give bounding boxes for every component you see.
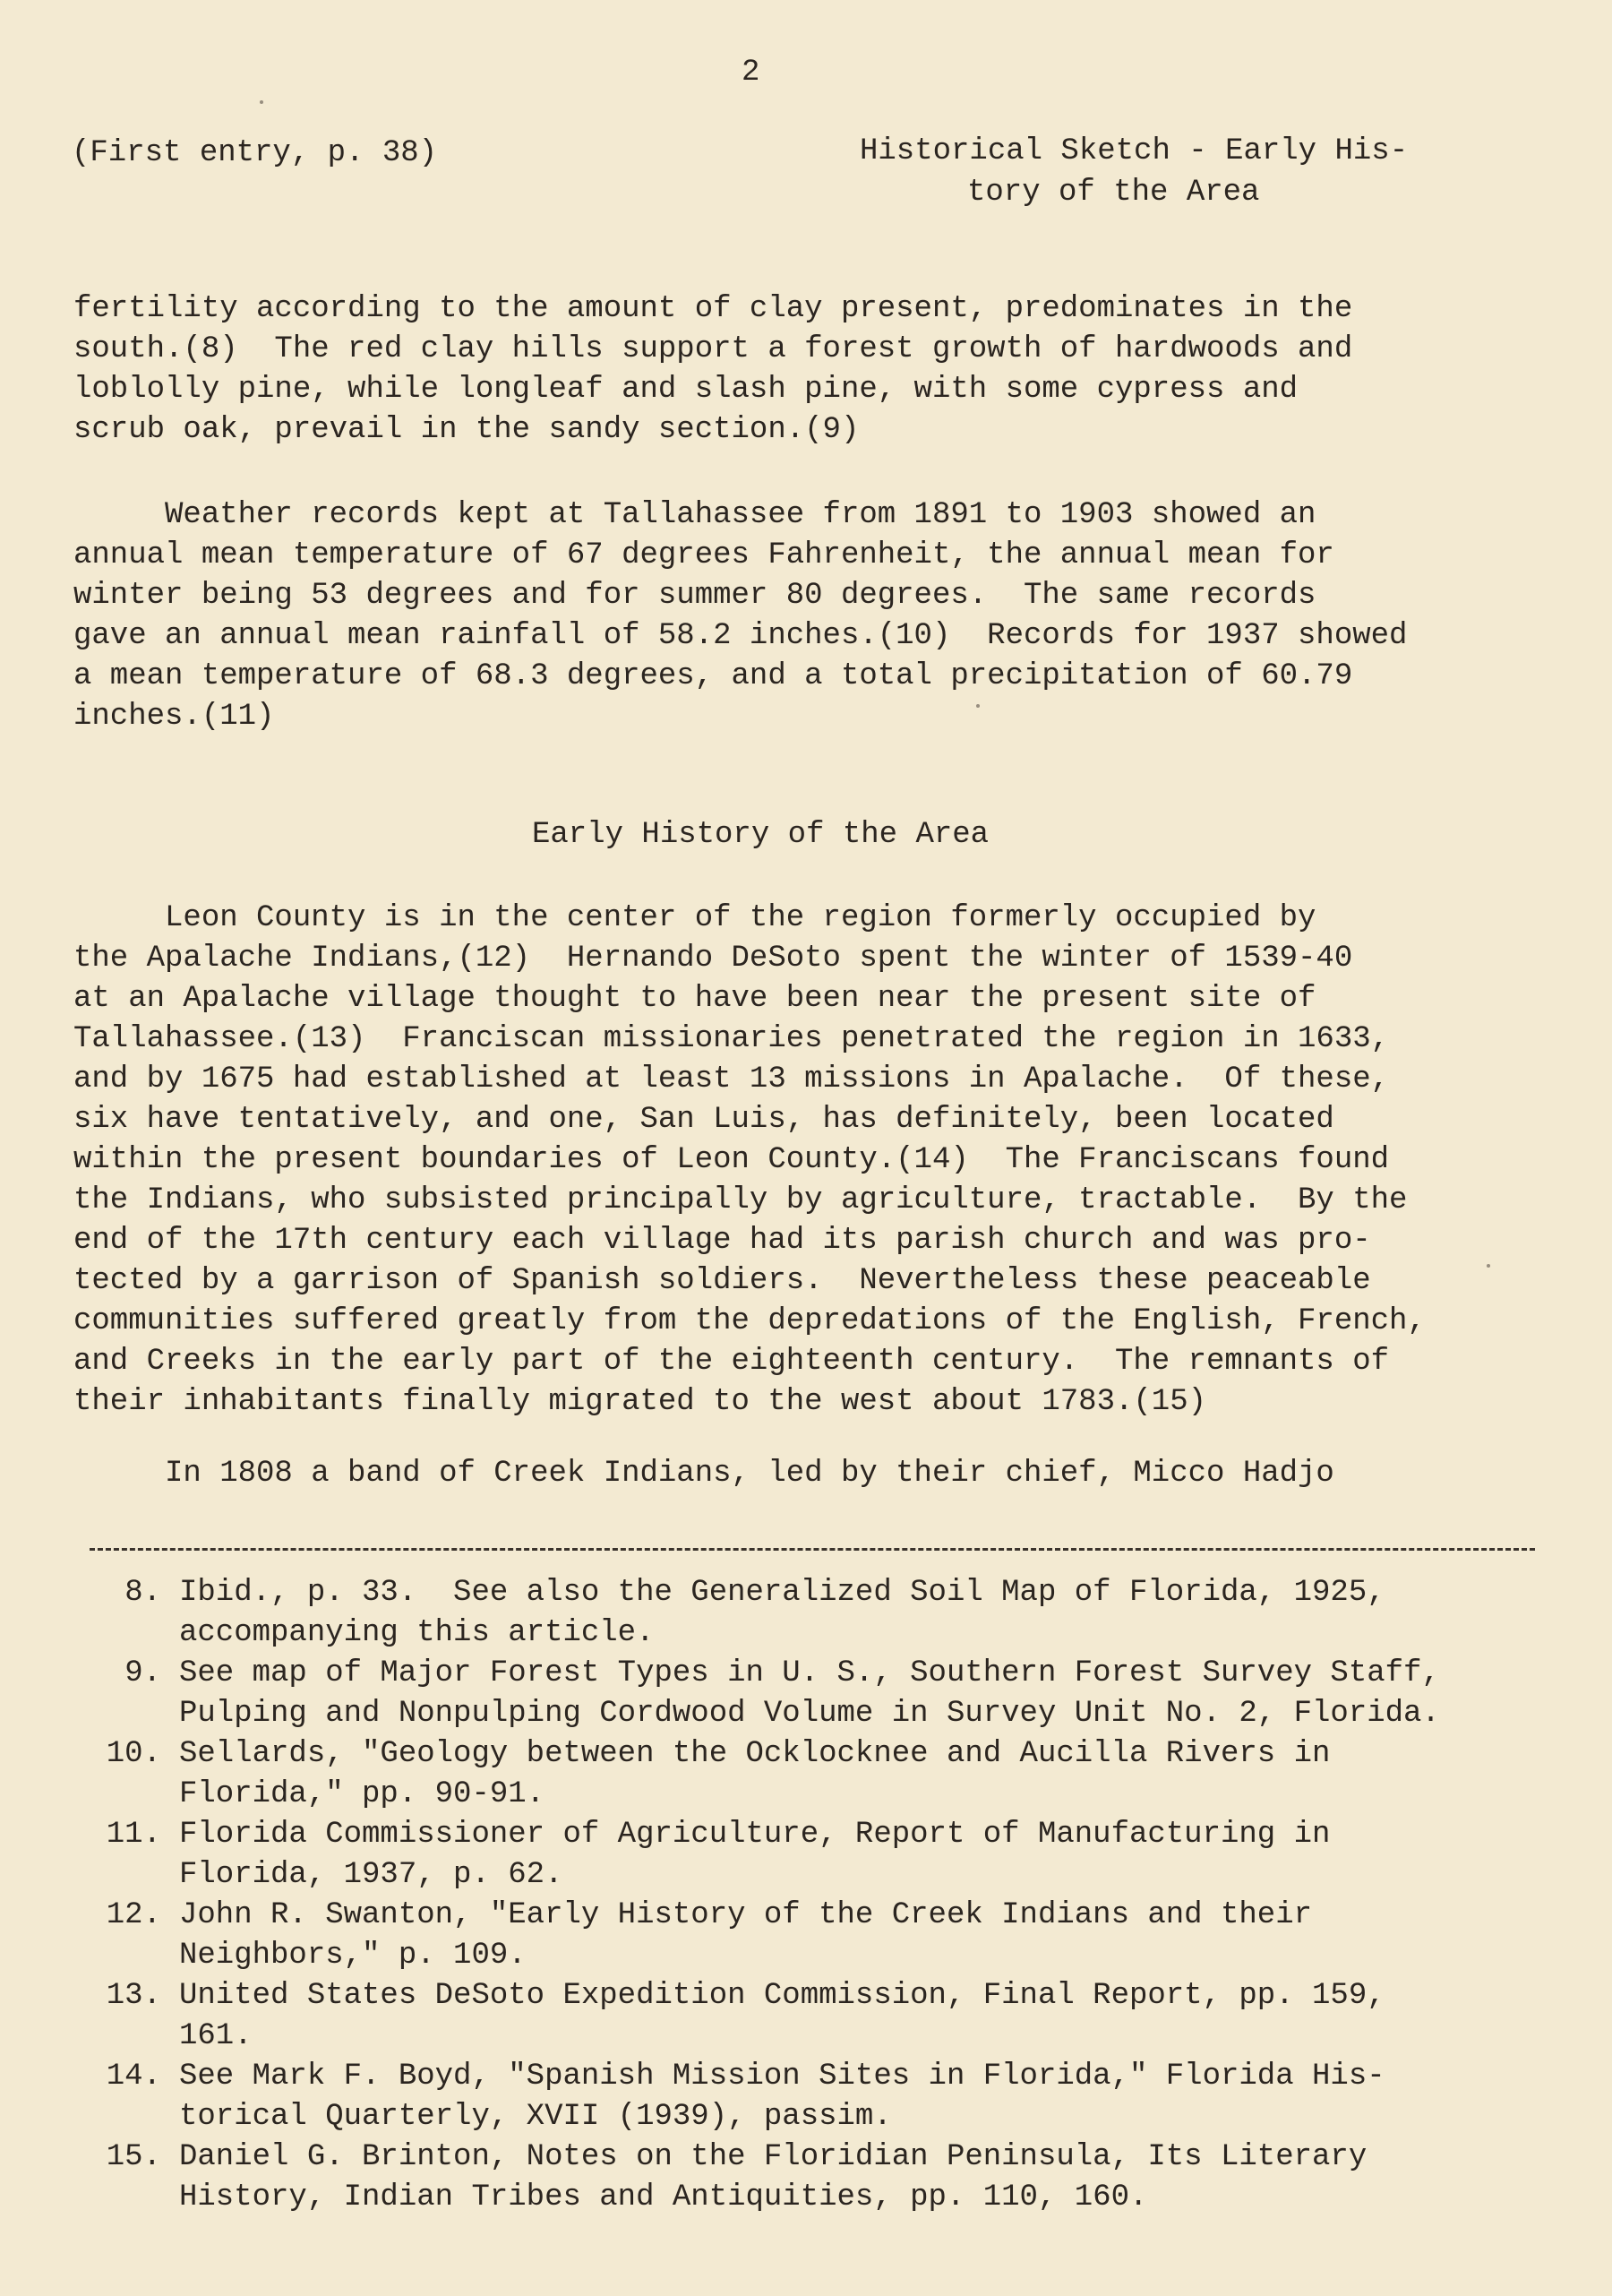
text-line: at an Apalache village thought to have been near the present site of xyxy=(73,982,1316,1016)
paragraph-early-history xyxy=(73,899,1542,1423)
text-line: winter being 53 degrees and for summer 80 degrees. The same records xyxy=(73,579,1316,613)
footnote-number: 13. xyxy=(106,1979,161,2013)
paragraph-weather xyxy=(73,495,1542,737)
text-line: communities suffered greatly from the depredations of the English, French, xyxy=(73,1304,1426,1338)
footnote-number: 12. xyxy=(106,1898,161,1932)
paragraph-soil xyxy=(73,289,1542,451)
footnote xyxy=(90,1654,1567,1734)
text-line: a mean temperature of 68.3 degrees, and a total precipitation of 60.79 xyxy=(73,659,1353,693)
footnote-line: Florida Commissioner of Agriculture, Report of Manufacturing in xyxy=(179,1818,1331,1852)
text-line: loblolly pine, while longleaf and slash pine, with some cypress and xyxy=(73,373,1299,407)
footnote-line: United States DeSoto Expedition Commission, Final Report, pp. 159, xyxy=(179,1979,1385,2013)
footnote-number: 9. xyxy=(124,1656,161,1690)
text-line: tected by a garrison of Spanish soldiers. Nevertheless these peaceable xyxy=(73,1264,1371,1298)
footnote xyxy=(90,1815,1567,1896)
footnote-line: History, Indian Tribes and Antiquities, pp. 110, 160. xyxy=(179,2180,1148,2214)
footnote xyxy=(90,1573,1567,1654)
text-line: and Creeks in the early part of the eighteenth century. The remnants of xyxy=(73,1345,1390,1379)
text-line: the Apalache Indians,(12) Hernando DeSoto spent the winter of 1539-40 xyxy=(73,942,1353,976)
page-number: 2 xyxy=(742,56,760,90)
text-line: Weather records kept at Tallahassee from 1891 to 1903 showed an xyxy=(73,498,1316,532)
ink-speck xyxy=(260,100,263,104)
footnote-number: 10. xyxy=(106,1737,161,1771)
text-line: within the present boundaries of Leon County.(14) The Franciscans found xyxy=(73,1143,1390,1177)
footnote-line: John R. Swanton, "Early History of the Creek Indians and their xyxy=(179,1898,1313,1932)
footnote-line: accompanying this article. xyxy=(179,1616,655,1650)
section-title-line-1: Historical Sketch - Early His- xyxy=(860,134,1409,168)
footnote-line: 161. xyxy=(179,2019,253,2053)
footnote-line: Neighbors," p. 109. xyxy=(179,1939,527,1973)
footnote-divider xyxy=(90,1548,1535,1551)
text-line: annual mean temperature of 67 degrees Fahrenheit, the annual mean for xyxy=(73,538,1334,572)
footnote-line: Ibid., p. 33. See also the Generalized Soil Map of Florida, 1925, xyxy=(179,1576,1385,1610)
footnote-line: Daniel G. Brinton, Notes on the Floridian Peninsula, Its Literary xyxy=(179,2140,1368,2174)
section-title xyxy=(860,131,1505,213)
text-line: Tallahassee.(13) Franciscan missionaries penetrated the region in 1633, xyxy=(73,1022,1390,1056)
footnote-number: 14. xyxy=(106,2060,161,2094)
text-line: their inhabitants finally migrated to the west about 1783.(15) xyxy=(73,1385,1207,1419)
text-line: south.(8) The red clay hills support a forest growth of hardwoods and xyxy=(73,332,1353,366)
entry-reference: (First entry, p. 38) xyxy=(72,136,438,170)
paragraph-creek xyxy=(73,1454,1542,1494)
section-heading: Early History of the Area xyxy=(532,818,990,852)
text-line: fertility according to the amount of clay present, predominates in the xyxy=(73,292,1353,326)
text-line: Leon County is in the center of the region formerly occupied by xyxy=(73,901,1316,935)
footnote xyxy=(90,1896,1567,1976)
text-line: scrub oak, prevail in the sandy section.(9) xyxy=(73,413,860,447)
text-line: gave an annual mean rainfall of 58.2 inches.(10) Records for 1937 showed xyxy=(73,619,1408,653)
footnote-line: See Mark F. Boyd, "Spanish Mission Sites in Florida," Florida His- xyxy=(179,2060,1385,2094)
footnote-line: torical Quarterly, XVII (1939), passim. xyxy=(179,2100,892,2134)
footnote-number: 15. xyxy=(106,2140,161,2174)
footnote-number: 11. xyxy=(106,1818,161,1852)
footnote-line: Pulping and Nonpulping Cordwood Volume in Survey Unit No. 2, Florida. xyxy=(179,1697,1440,1731)
text-line: and by 1675 had established at least 13 missions in Apalache. Of these, xyxy=(73,1062,1390,1096)
footnote xyxy=(90,2137,1567,2218)
footnote xyxy=(90,1734,1567,1815)
footnote-line: Florida, 1937, p. 62. xyxy=(179,1858,563,1892)
footnote-line: See map of Major Forest Types in U. S., Southern Forest Survey Staff, xyxy=(179,1656,1440,1690)
section-title-line-2: tory of the Area xyxy=(967,176,1260,210)
footnote-number: 8. xyxy=(124,1576,161,1610)
footnote xyxy=(90,2057,1567,2137)
footnote xyxy=(90,1976,1567,2057)
footnote-line: Florida," pp. 90-91. xyxy=(179,1777,545,1811)
ink-speck xyxy=(1487,1264,1490,1268)
footnote-line: Sellards, "Geology between the Ocklocknee and Aucilla Rivers in xyxy=(179,1737,1331,1771)
footnotes xyxy=(90,1573,1567,2218)
text-line: the Indians, who subsisted principally by agriculture, tractable. By the xyxy=(73,1183,1408,1217)
ink-speck xyxy=(976,704,980,708)
text-line: end of the 17th century each village had its parish church and was pro- xyxy=(73,1224,1371,1258)
text-line: inches.(11) xyxy=(73,700,275,734)
text-line: In 1808 a band of Creek Indians, led by their chief, Micco Hadjo xyxy=(73,1457,1334,1491)
text-line: six have tentatively, and one, San Luis, has definitely, been located xyxy=(73,1103,1334,1137)
